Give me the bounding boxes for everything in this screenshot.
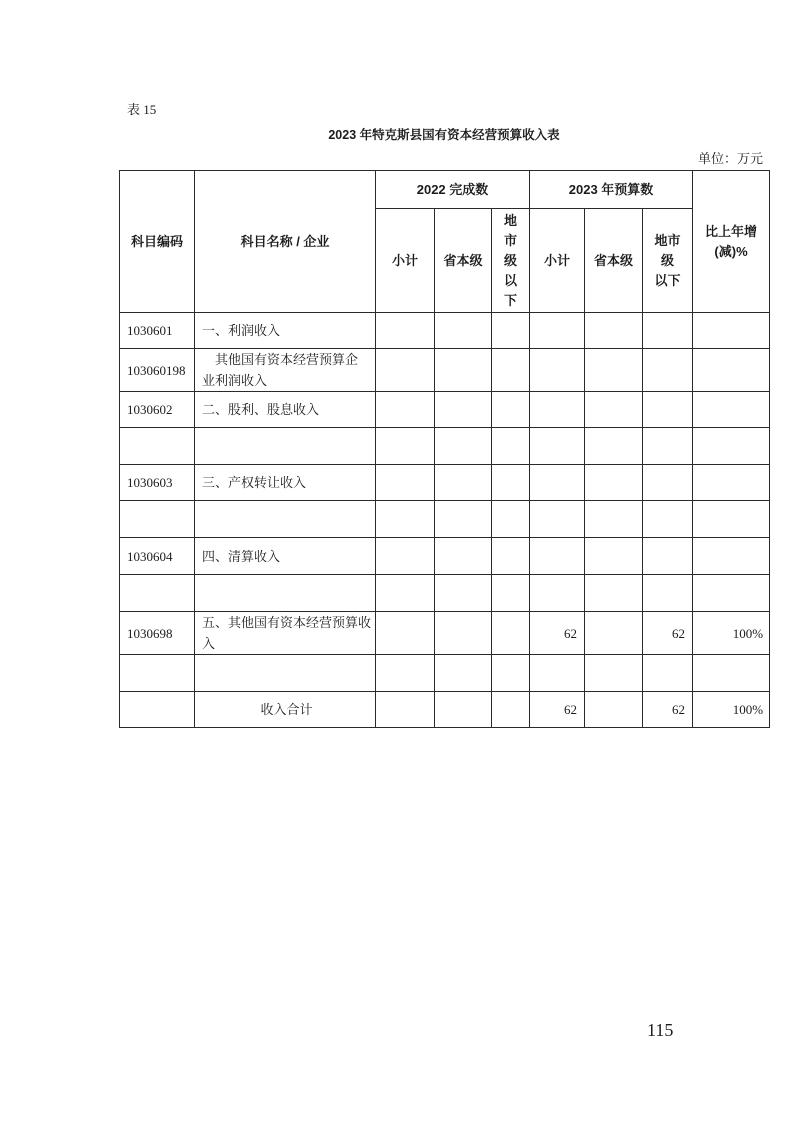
table-row: [120, 538, 770, 575]
empty-cell: [120, 428, 195, 465]
empty-cell: [643, 575, 693, 612]
header-local-line: 下: [504, 292, 518, 308]
row-code: 1030698: [120, 612, 195, 655]
empty-cell: [195, 428, 376, 465]
empty-cell: [120, 655, 195, 692]
total-2023-local: 62: [643, 692, 693, 728]
cell-2022-local: [492, 612, 530, 655]
table-row: [120, 612, 770, 655]
cell-2022-provincial: [435, 313, 492, 349]
cell-2023-provincial: [585, 465, 643, 501]
cell-2023-local: 62: [643, 612, 693, 655]
table-row: [120, 313, 770, 349]
row-code: 1030603: [120, 465, 195, 501]
cell-2023-subtotal: [530, 465, 585, 501]
cell-2023-local: [643, 349, 693, 392]
cell-2023-provincial: [585, 612, 643, 655]
header-local-line: 地: [504, 212, 518, 228]
cell-2023-provincial: [585, 349, 643, 392]
cell-2023-subtotal: [530, 313, 585, 349]
row-name: 二、股利、股息收入: [195, 392, 376, 428]
cell-2023-subtotal: [530, 392, 585, 428]
empty-cell: [120, 575, 195, 612]
table-row: [120, 349, 770, 392]
cell-change-pct: [693, 349, 770, 392]
cell-change-pct: [693, 538, 770, 575]
cell-2022-local: [492, 392, 530, 428]
cell-2022-provincial: [435, 349, 492, 392]
row-code: 1030602: [120, 392, 195, 428]
empty-cell: [530, 428, 585, 465]
cell-2022-local: [492, 313, 530, 349]
cell-2022-subtotal: [376, 538, 435, 575]
cell-2023-local: [643, 392, 693, 428]
blank-row: [120, 575, 770, 612]
cell-2023-local: [643, 313, 693, 349]
empty-cell: [435, 428, 492, 465]
row-name: 五、其他国有资本经营预算收入: [195, 612, 376, 655]
header-2022-local: [492, 209, 530, 313]
empty-cell: [376, 655, 435, 692]
cell-2022-local: [492, 349, 530, 392]
unit-label: 单位：万元: [697, 151, 763, 166]
empty-cell: [195, 575, 376, 612]
header-local-line: 级: [661, 252, 675, 268]
empty-cell: [530, 575, 585, 612]
table-row: [120, 392, 770, 428]
cell-2023-subtotal: 62: [530, 612, 585, 655]
total-2023-provincial: [585, 692, 643, 728]
cell-2023-local: [643, 465, 693, 501]
empty-cell: [120, 501, 195, 538]
row-name: 其他国有资本经营预算企业利润收入: [195, 349, 376, 392]
total-2022-local: [492, 692, 530, 728]
cell-2022-provincial: [435, 392, 492, 428]
cell-2022-provincial: [435, 612, 492, 655]
total-2023-subtotal: 62: [530, 692, 585, 728]
header-2023-subtotal: 小计: [530, 209, 585, 313]
total-label: 收入合计: [195, 692, 376, 728]
cell-2022-local: [492, 465, 530, 501]
total-change-pct: 100%: [693, 692, 770, 728]
empty-cell: [585, 575, 643, 612]
row-name: 四、清算收入: [195, 538, 376, 575]
row-code: 1030604: [120, 538, 195, 575]
empty-cell: [530, 501, 585, 538]
empty-cell: [195, 501, 376, 538]
header-row-top: [120, 171, 770, 209]
empty-cell: [585, 655, 643, 692]
total-code: [120, 692, 195, 728]
table-label: 表 15: [127, 102, 157, 117]
empty-cell: [195, 655, 376, 692]
empty-cell: [376, 428, 435, 465]
header-2023-provincial: 省本级: [585, 209, 643, 313]
cell-2022-subtotal: [376, 392, 435, 428]
total-row: [120, 692, 770, 728]
empty-cell: [492, 575, 530, 612]
cell-2022-provincial: [435, 538, 492, 575]
blank-row: [120, 428, 770, 465]
cell-change-pct: [693, 465, 770, 501]
header-local-line: 地市: [654, 232, 681, 248]
empty-cell: [435, 501, 492, 538]
cell-change-pct: [693, 392, 770, 428]
total-2022-subtotal: [376, 692, 435, 728]
row-code: 1030601: [120, 313, 195, 349]
empty-cell: [643, 501, 693, 538]
empty-cell: [693, 655, 770, 692]
empty-cell: [376, 501, 435, 538]
header-change-pct: [693, 171, 770, 313]
revenue-table: [119, 170, 770, 728]
cell-2023-provincial: [585, 313, 643, 349]
empty-cell: [693, 575, 770, 612]
header-group-2022: 2022 完成数: [376, 171, 530, 209]
total-2022-provincial: [435, 692, 492, 728]
empty-cell: [643, 655, 693, 692]
cell-2022-subtotal: [376, 612, 435, 655]
cell-2022-subtotal: [376, 313, 435, 349]
cell-2022-subtotal: [376, 349, 435, 392]
blank-row: [120, 501, 770, 538]
empty-cell: [492, 655, 530, 692]
header-2023-local: [643, 209, 693, 313]
header-2022-subtotal: 小计: [376, 209, 435, 313]
cell-change-pct: [693, 313, 770, 349]
header-change-line: (减)%: [714, 243, 748, 259]
header-local-line: 市: [504, 232, 518, 248]
empty-cell: [435, 575, 492, 612]
header-group-2023: 2023 年预算数: [530, 171, 693, 209]
empty-cell: [376, 575, 435, 612]
header-2022-provincial: 省本级: [435, 209, 492, 313]
empty-cell: [585, 501, 643, 538]
empty-cell: [693, 428, 770, 465]
cell-2022-provincial: [435, 465, 492, 501]
cell-2023-subtotal: [530, 349, 585, 392]
cell-2023-local: [643, 538, 693, 575]
cell-change-pct: 100%: [693, 612, 770, 655]
header-name: 科目名称 / 企业: [195, 171, 376, 313]
table-row: [120, 465, 770, 501]
row-name: 三、产权转让收入: [195, 465, 376, 501]
header-change-line: 比上年增: [705, 223, 758, 239]
empty-cell: [585, 428, 643, 465]
header-local-line: 以下: [654, 272, 681, 288]
empty-cell: [530, 655, 585, 692]
header-local-line: 级: [504, 252, 518, 268]
cell-2023-provincial: [585, 538, 643, 575]
cell-2022-subtotal: [376, 465, 435, 501]
row-name: 一、利润收入: [195, 313, 376, 349]
empty-cell: [435, 655, 492, 692]
page-number: 115: [647, 1020, 674, 1040]
cell-2023-subtotal: [530, 538, 585, 575]
empty-cell: [693, 501, 770, 538]
header-local-line: 以: [504, 272, 518, 288]
blank-row: [120, 655, 770, 692]
empty-cell: [643, 428, 693, 465]
empty-cell: [492, 428, 530, 465]
empty-cell: [492, 501, 530, 538]
header-code: 科目编码: [120, 171, 195, 313]
cell-2022-local: [492, 538, 530, 575]
cell-2023-provincial: [585, 392, 643, 428]
page-title: 2023 年特克斯县国有资本经营预算收入表: [328, 128, 560, 142]
row-code: 103060198: [120, 349, 195, 392]
